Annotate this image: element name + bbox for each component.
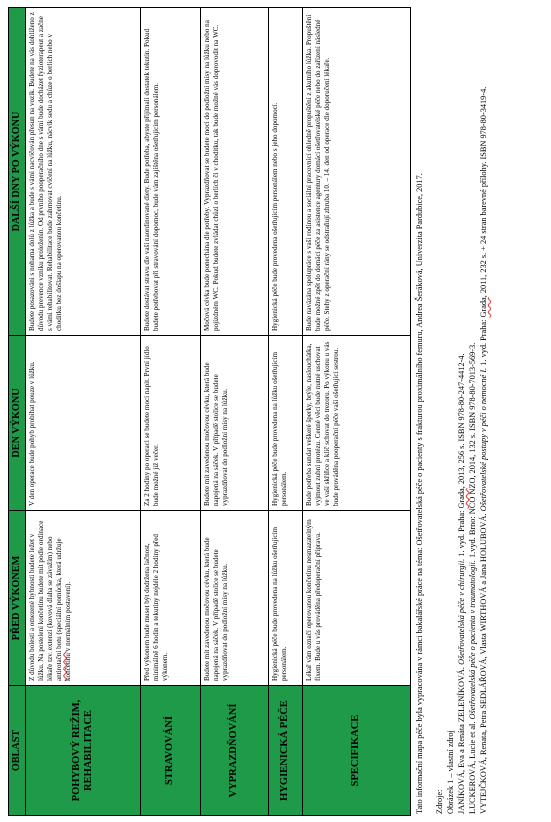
after-cell: Močová cévka bude ponechána dle potřeby. Vyprazdňovat se budete moci do podložní mísy na lůžku nebo na pojízdném WC. Pokud budete zvládat chůzi o berlích či v chodítku, tak bude možné vás doprovodit na WC. [201,8,269,336]
before-cell: Budete mít zavedenou močovou cévku, která bude napojená na sáček. V případě stolice se budete vyprazdňovat do podložní mísy na lůžku. [201,511,269,686]
table-row [269,8,303,816]
after-cell: Budete dostávat stravu dle vaší naordinované diety. Bude potřeba, abyste přijímali dostatek tekutin. Pokud budete potřebovat při stravování dopomoc, bude vám zajištěna ošetřujícím personálem. [141,8,201,336]
header-after: DALŠÍ DNY PO VÝKONU [9,8,26,336]
source-item [478,6,489,814]
day-cell: V den operace bude pohyb probíhat pouze v lůžku. [26,336,141,511]
before-cell: Z důvodu bolesti a omezené hybnosti budete ležet v lůžku. Na posteleni končetinu budete mít podle ordinace lékaře tzv. extenzi (kovová dlaha se závažím) nebo antirotační botu (speciální pomůcka, která udržuje končetinu v normálním postavení). [26,511,141,686]
care-map-table [8,7,411,816]
table-header-row [9,8,26,816]
source-lead: JANÍKOVÁ, Eva a Renáta ZELENÍKOVÁ. [457,664,466,814]
document-footer [414,6,489,814]
after-cell: Budete posazováni s nohama dolů z lůžka a bude s vámi nacvičován přesun na vozík. Budete na vás dohlíženo z důvodu prevence vzniku proleženin. Od prvního pooperačního dne s vámi bude docházet fyzioterapeut a začne s vámi rehabilitovat. Rehabilitace bude zahrnovat cvičení na lůžku, nácvik sedu a chůze o berlích nebo v chodítku bez došlapu na operovanou končetinu. [26,8,141,336]
day-cell: Hygienická péče bude provedena na lůžku ošetřujícím personálem. [269,336,303,511]
table-row [303,8,411,816]
day-cell: Bude potřeba sundat veškeré šperky, brýle, naslouchátka, vyjmout zubní protézu. Cenné věci bude nutné uschovat ve vaší skříňce a klíč schovat do trezoru. Po výkonu u vás bude prováděna pooperační péče vaší ošetřující sestrou. [303,336,411,511]
header-area: OBLAST [9,686,26,816]
source-lead: Obrázek 1 – vlastní zdroj [446,730,455,814]
table-row [26,8,141,816]
source-item [445,6,456,814]
after-cell: Bude navázána spolupráce s vaší rodinou a sociální pracovnicí ohledně propuštění z akutního lůžka. Propuštění bude možné zpět do domácí péče za asistence agentury domácí ošetřovatelské péče nebo do zařízení následné péče. Stehy z operační rány se odstraňují zhruba 10. – 14. den od operace dle doporučení lékaře. [303,8,411,336]
source-title: Ošetřovatelská péče o pacienta v traumatologii. [468,560,477,720]
area-cell: SPECIFIKACE [303,686,411,816]
source-item [456,6,467,814]
area-cell: STRAVOVÁNÍ [141,686,201,816]
source-title: Ošetřovatelská péče v chirurgii. [457,558,466,665]
source-item [467,6,478,814]
source-tail: 1. vyd. Praha: Grada, 2011, 232 s. + 24 stran barevné přílohy. ISBN 978-80-3419-4. [479,86,488,368]
area-cell: VYPRAZDŇOVÁNÍ [201,686,269,816]
thesis-note: Tato informační mapa péče byla vypracována v rámci bakalářské práce na téma: Ošetřovatelská péče o pacienty s frakturou proximálního femuru, Andrea Šeráková, Univerzita Pardubice, 2017. [415,173,424,814]
after-cell: Hygienická péče bude provedena ošetřujícím personálem nebo s jeho dopomocí. [269,8,303,336]
source-lead: LUCKEROVÁ, Lucie et al. [468,719,477,814]
sources-label: Zdroje: [435,789,444,814]
source-lead: VYTEJČKOVÁ, Renata, Petra SEDLÁŘOVÁ, Vlasta WIRTHOVÁ a Jana HOLUBOVÁ. [479,511,488,814]
source-tail: 1.vyd. Brno: NCO NZO, 2014, 132 s. ISBN 978-80-7013-569-3. [468,342,477,561]
before-cell: Lékař vám označí operovanou končetinu nesmazatelným fixem. Bude u vás prováděna předoperační příprava. [303,511,411,686]
source-title: Ošetřovatelské postupy v péči o nemocné I. [479,367,488,512]
header-before: PŘED VÝKONEM [9,511,26,686]
before-cell: Hygienická péče bude provedena na lůžku ošetřujícím personálem. [269,511,303,686]
before-cell: Před výkonem bude muset být dodržena lačnost, minimálně 6 hodin a tekutiny nejdéle 2 hodiny před výkonem. [141,511,201,686]
area-cell: POHYBOVÝ REŽIM, REHABILITACE [26,686,141,816]
day-cell: Za 2 hodiny po operaci se budete moci napít. První jídlo bude možné již večer. [141,336,201,511]
source-tail: 1. vyd. Praha: Grada, 2013, 256 s. ISBN 978-80-247-4412-4. [457,353,466,559]
table-row [141,8,201,816]
area-cell: HYGIENICKÁ PÉČE [269,686,303,816]
day-cell: Budete mít zavedenou močovou cévku, která bude napojená na sáček. V případě stolice se budete vyprazdňovat do podložní mísy na lůžku. [201,336,269,511]
header-day: DEN VÝKONU [9,336,26,511]
table-row [201,8,269,816]
